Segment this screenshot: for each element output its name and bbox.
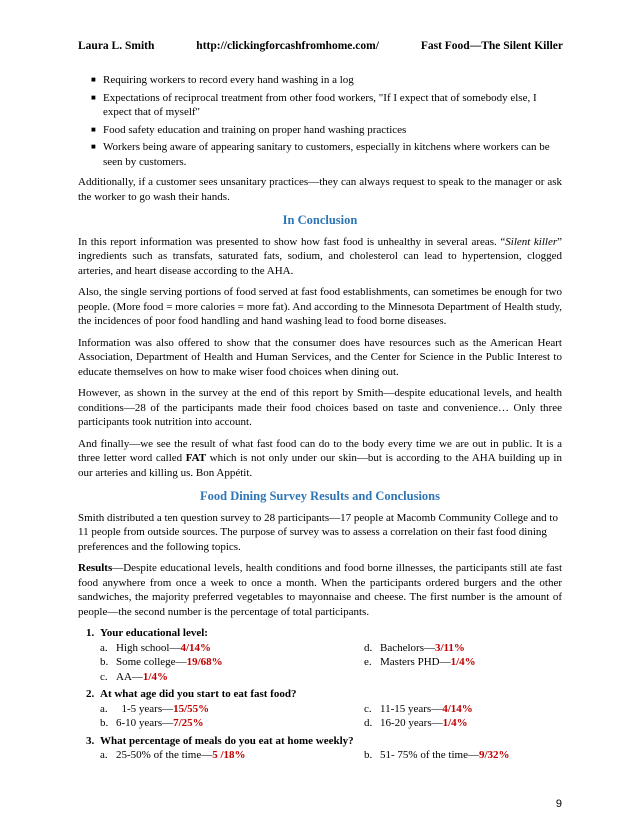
survey-option: [100, 670, 364, 685]
list-item: ■ Food safety education and training on proper hand washing practices: [91, 123, 407, 136]
option-letter: c.: [100, 670, 108, 683]
survey-option: [100, 748, 364, 763]
option-letter: a.: [100, 749, 108, 761]
option-letter: b.: [364, 749, 373, 761]
option-letter: b.: [100, 656, 109, 668]
option-label: 1-5 years—: [116, 702, 174, 715]
question-text: What percentage of meals do you eat at home weekly?: [100, 734, 354, 747]
option-letter: a.: [100, 641, 108, 654]
survey-option: [364, 655, 584, 670]
paragraph-additionally: Additionally, if a customer sees unsanitary practices—they can always request to speak to the manager or ask the worker to go wash their hands.: [78, 176, 562, 203]
option-letter: c.: [364, 702, 372, 715]
survey-question: [86, 626, 562, 684]
option-letter: d.: [364, 717, 373, 729]
survey-option: [100, 641, 364, 656]
list-item: ■ Expectations of reciprocal treatment from other food workers, "If I expect that of somebody else, I expect that of myself": [91, 91, 537, 118]
list-item: ■ Requiring workers to record every hand washing in a log: [91, 74, 354, 86]
paragraph-conclusion-5: And finally—we see the result of what fast food can do to the body every time we are out in public. It is a three letter word called FAT which is not only under our skin—but is according to the AHA building up in our arteries and killing us. Bon Appétit.: [78, 437, 562, 479]
page-number: 9: [555, 798, 562, 810]
square-bullet-icon: ■: [91, 142, 96, 151]
question-text: Your educational level:: [100, 627, 208, 639]
option-label: 11-15 years—: [380, 702, 443, 715]
option-letter: a.: [100, 702, 108, 715]
heading-in-conclusion: In Conclusion: [282, 213, 358, 227]
square-bullet-icon: ■: [91, 75, 96, 84]
survey-option: [364, 702, 584, 717]
question-number: 1.: [86, 627, 95, 639]
option-label: Masters PHD—: [380, 656, 451, 668]
header-title: Fast Food—The Silent Killer: [420, 40, 563, 52]
header-author: Laura L. Smith: [78, 40, 155, 52]
survey-question-list: [78, 626, 562, 763]
paragraph-conclusion-4: However, as shown in the survey at the end of this report by Smith—despite educational levels, and health conditions—28 of the participants made their food choices based on taste and convenience… Only three participants took nutrition into account.: [78, 387, 562, 428]
paragraph-conclusion-1: In this report information was presented to show how fast food is unhealthy in several areas. “Silent killer” ingredients such as transfats, saturated fats, sodium, and cholesterol can lead to hypertension, clogged arteries, and heart disease according to the AHA.: [78, 235, 563, 277]
option-value: 4/14%: [442, 702, 473, 715]
survey-question: [86, 734, 562, 763]
survey-option: [100, 716, 364, 731]
square-bullet-icon: ■: [91, 124, 96, 134]
option-value: 1/4%: [142, 670, 168, 683]
option-value: 4/14%: [180, 641, 212, 654]
option-label: 25-50% of the time—: [116, 749, 213, 761]
option-value: 9/32%: [478, 749, 510, 761]
option-label: 16-20 years—: [380, 717, 443, 729]
question-text: At what age did you start to eat fast food?: [100, 688, 297, 700]
option-label: AA—: [116, 670, 143, 683]
paragraph-survey-intro: Smith distributed a ten question survey to 28 participants—17 people at Macomb Community College and to 11 people from outside sources. The purpose of survey was to assess a correlation on their fast food dining preferences and the following topics.: [78, 511, 558, 553]
option-value: 1/4%: [442, 717, 468, 729]
paragraph-conclusion-3: Information was also offered to show that the consumer does have resources such as the American Heart Association, Department of Health and Human Services, and the Center for Science in the Public Interest to educate themselves on how to make wiser food choices when dining out.: [78, 336, 562, 378]
option-letter: e.: [364, 656, 372, 668]
option-label: Some college—: [116, 656, 187, 668]
question-number: 3.: [86, 734, 95, 747]
option-value: 19/68%: [186, 656, 223, 668]
survey-option: [364, 748, 584, 763]
option-value: 5 /18%: [212, 749, 246, 761]
page-content: [78, 73, 562, 766]
survey-option: [100, 655, 364, 670]
header-url: http://clickingforcashfromhome.com/: [196, 40, 379, 52]
option-label: High school—: [116, 641, 181, 654]
list-item: ■ Workers being aware of appearing sanitary to customers, especially in kitchens where workers can be seen by customers.: [91, 141, 550, 168]
heading-survey-results: Food Dining Survey Results and Conclusions: [200, 489, 440, 503]
option-value: 3/11%: [434, 641, 465, 654]
option-value: 15/55%: [173, 702, 210, 715]
option-value: 7/25%: [173, 717, 204, 729]
option-label: 51- 75% of the time—: [380, 749, 479, 761]
option-letter: b.: [100, 717, 109, 729]
option-label: Bachelors—: [380, 641, 435, 654]
hand-washing-bullet-list: [78, 73, 562, 169]
question-number: 2.: [86, 688, 95, 700]
option-label: 6-10 years—: [116, 717, 174, 729]
survey-option: [100, 702, 364, 717]
square-bullet-icon: ■: [91, 92, 96, 102]
option-value: 1/4%: [450, 656, 476, 668]
survey-option: [364, 716, 584, 731]
survey-question: [86, 687, 562, 731]
page-header: [78, 40, 563, 52]
option-letter: d.: [364, 641, 373, 654]
paragraph-conclusion-2: Also, the single serving portions of food served at fast food establishments, can sometimes be enough for two people. (More food = more calories = more fat). And according to the Minnesota Department of Health study, the incidences of poor food handling and hand washing lead to food borne diseases.: [78, 286, 562, 327]
survey-option: [364, 641, 584, 656]
paragraph-results: Results—Despite educational levels, health conditions and food borne illnesses, the participants still ate fast food anywhere from once a week to once a month. When the participants ordered burgers and the other sandwiches, the majority preferred vegetables to mayonnaise and cheese. The first number is the amount of people—the second number is the percentage of total participants.: [78, 562, 562, 618]
